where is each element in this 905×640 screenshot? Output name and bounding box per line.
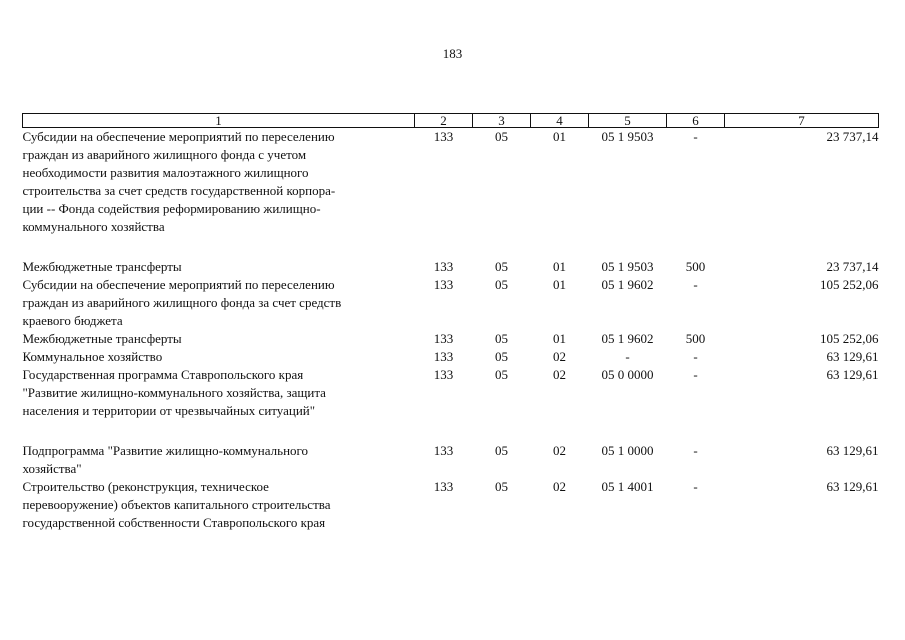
description-line: Строительство (реконструкция, техническое (22, 479, 269, 494)
cell-target-article: 05 1 0000 (601, 443, 654, 458)
budget-table (22, 113, 879, 532)
description-line: строительства за счет средств государственной корпора- (22, 183, 336, 198)
cell-section: 05 (495, 479, 508, 494)
row-description (23, 348, 415, 366)
cell-section: 05 (495, 367, 508, 382)
cell-subsection: 02 (553, 443, 566, 458)
description-line: Субсидии на обеспечение мероприятий по переселению (22, 129, 335, 144)
cell-code: 133 (433, 259, 454, 274)
description-line: Межбюджетные трансферты (22, 331, 182, 346)
cell-code: 133 (433, 129, 454, 144)
column-header-5: 5 (589, 114, 667, 128)
cell-section: 05 (495, 443, 508, 458)
cell-target-article: 05 1 9602 (601, 277, 654, 292)
description-line: населения и территории от чрезвычайных ситуаций" (22, 403, 316, 418)
table-row (23, 348, 879, 366)
column-header-7: 7 (725, 114, 879, 128)
cell-target-article: 05 1 9602 (601, 331, 654, 346)
description-line: Субсидии на обеспечение мероприятий по переселению (22, 277, 335, 292)
description-line: хозяйства" (22, 461, 82, 476)
cell-subsection: 02 (553, 367, 566, 382)
row-description (23, 366, 415, 442)
cell-expense-type: 500 (685, 331, 706, 346)
row-description (23, 442, 415, 478)
description-line: граждан из аварийного жилищного фонда за счет средств (22, 295, 342, 310)
description-line: Межбюджетные трансферты (22, 259, 182, 274)
cell-code: 133 (433, 367, 454, 382)
cell-expense-type: - (693, 443, 698, 458)
cell-subsection: 01 (553, 277, 566, 292)
column-header-2: 2 (415, 114, 473, 128)
cell-section: 05 (495, 129, 508, 144)
row-description (23, 330, 415, 348)
cell-subsection: 01 (553, 259, 566, 274)
description-line: граждан из аварийного жилищного фонда с учетом (22, 147, 307, 162)
cell-code: 133 (433, 443, 454, 458)
cell-subsection: 01 (553, 331, 566, 346)
row-description (23, 258, 415, 276)
cell-target-article: 05 1 9503 (601, 129, 654, 144)
description-line: Подпрограмма "Развитие жилищно-коммунального (22, 443, 309, 458)
row-description (23, 478, 415, 532)
column-header-3: 3 (473, 114, 531, 128)
description-line: ции -- Фонда содействия реформированию жилищно- (22, 201, 321, 216)
cell-expense-type: 500 (685, 259, 706, 274)
row-description (23, 276, 415, 330)
description-line: коммунального хозяйства (22, 219, 165, 234)
cell-section: 05 (495, 331, 508, 346)
cell-expense-type: - (693, 277, 698, 292)
cell-expense-type: - (693, 349, 698, 364)
cell-section: 05 (495, 277, 508, 292)
cell-amount: 63 129,61 (826, 349, 879, 364)
header-row (23, 114, 879, 128)
cell-section: 05 (495, 349, 508, 364)
cell-subsection: 02 (553, 349, 566, 364)
cell-code: 133 (433, 331, 454, 346)
cell-amount: 63 129,61 (826, 443, 879, 458)
column-header-4: 4 (531, 114, 589, 128)
cell-amount: 105 252,06 (820, 331, 879, 346)
cell-target-article: 05 1 9503 (601, 259, 654, 274)
description-line: государственной собственности Ставропольского края (22, 515, 326, 530)
cell-target-article: - (625, 349, 630, 364)
description-line: Коммунальное хозяйство (22, 349, 163, 364)
cell-amount: 23 737,14 (826, 259, 879, 274)
description-line: перевооружение) объектов капитального строительства (22, 497, 331, 512)
cell-amount: 105 252,06 (820, 277, 879, 292)
row-description (23, 128, 415, 259)
table-row (23, 276, 879, 330)
cell-amount: 63 129,61 (826, 367, 879, 382)
description-line: необходимости развития малоэтажного жилищного (22, 165, 309, 180)
cell-target-article: 05 1 4001 (601, 479, 654, 494)
cell-code: 133 (433, 349, 454, 364)
cell-subsection: 02 (553, 479, 566, 494)
cell-section: 05 (495, 259, 508, 274)
table-row (23, 128, 879, 259)
page-number: 183 (442, 46, 463, 61)
table-row (23, 330, 879, 348)
description-line: Государственная программа Ставропольского края (22, 367, 304, 382)
table-row (23, 258, 879, 276)
column-header-1: 1 (23, 114, 415, 128)
cell-code: 133 (433, 479, 454, 494)
cell-amount: 63 129,61 (826, 479, 879, 494)
cell-expense-type: - (693, 129, 698, 144)
table-row (23, 366, 879, 442)
cell-expense-type: - (693, 479, 698, 494)
cell-target-article: 05 0 0000 (601, 367, 654, 382)
table-row (23, 442, 879, 478)
cell-subsection: 01 (553, 129, 566, 144)
cell-amount: 23 737,14 (826, 129, 879, 144)
table-row (23, 478, 879, 532)
cell-expense-type: - (693, 367, 698, 382)
cell-code: 133 (433, 277, 454, 292)
description-line: краевого бюджета (22, 313, 123, 328)
column-header-6: 6 (667, 114, 725, 128)
description-line: "Развитие жилищно-коммунального хозяйства, защита (22, 385, 326, 400)
